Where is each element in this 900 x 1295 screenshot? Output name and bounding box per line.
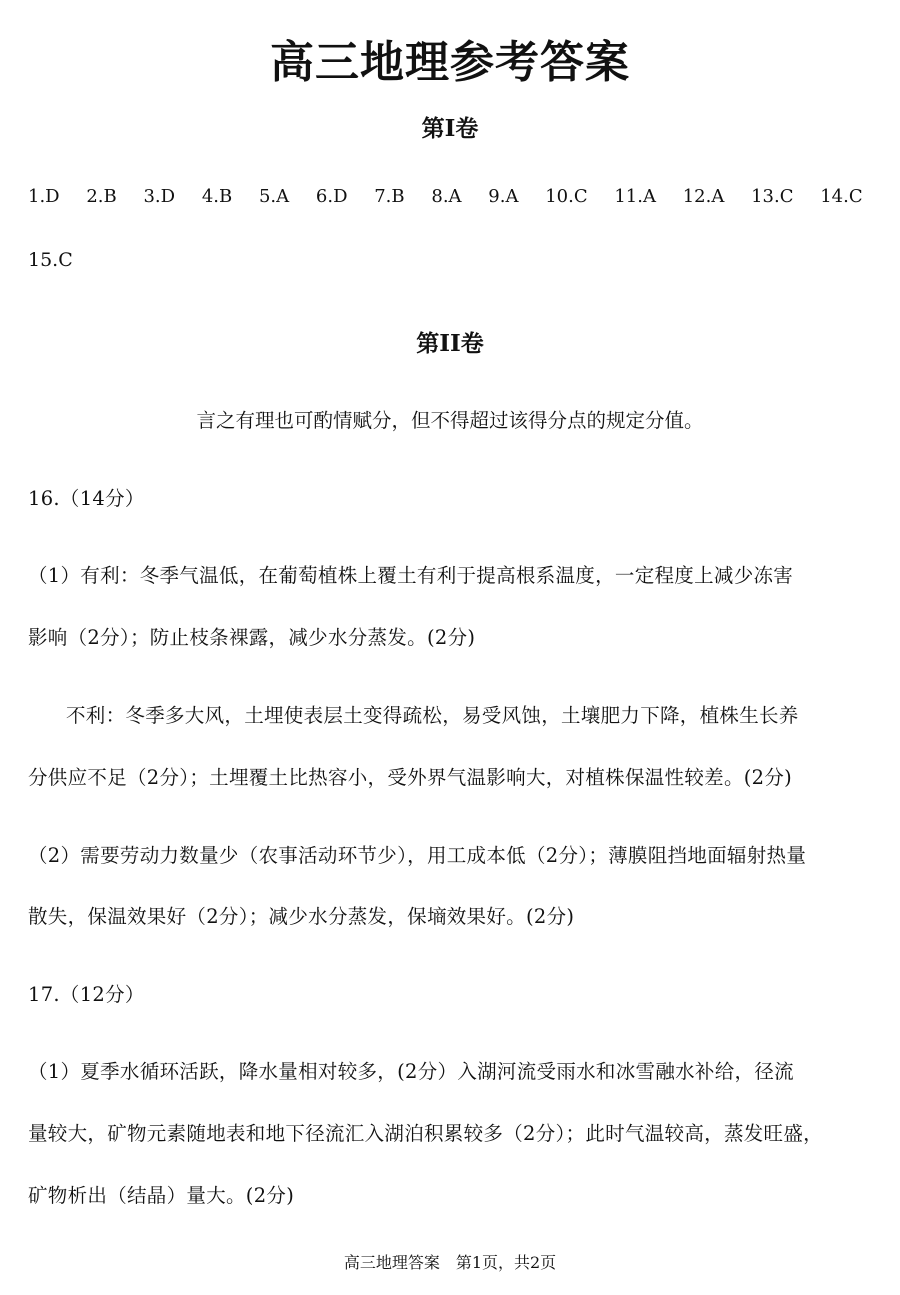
q16-p1-line2: 影响（2分）；防止枝条裸露，减少水分蒸发。(2分): [28, 626, 476, 649]
answer-1: 1.D: [28, 186, 60, 207]
answer-15: 15.C: [28, 249, 73, 271]
q17-p1-line3: 矿物析出（结晶）量大。(2分): [28, 1184, 295, 1207]
q17-p1-line1: （1）夏季水循环活跃，降水量相对较多，(2分）入湖河流受雨水和冰雪融水补给，径流: [28, 1060, 794, 1083]
q16-p2-line1: 不利：冬季多大风，土埋使表层土变得疏松，易受风蚀，土壤肥力下降，植株生长养: [66, 704, 799, 727]
q16-header: 16.（14分）: [28, 487, 145, 510]
answer-5: 5.A: [258, 186, 290, 207]
answer-2: 2.B: [86, 186, 117, 207]
q17-p1-line2: 量较大，矿物元素随地表和地下径流汇入湖泊积累较多（2分）；此时气温较高，蒸发旺盛，: [28, 1122, 823, 1145]
grading-note: 言之有理也可酌情赋分，但不得超过该得分点的规定分值。: [196, 409, 704, 432]
page-footer: 高三地理答案 第1页，共2页: [343, 1253, 557, 1272]
answer-12: 12.A: [682, 186, 725, 207]
q17-header: 17.（12分）: [28, 983, 145, 1006]
answer-10: 10.C: [545, 186, 588, 207]
answer-9: 9.A: [488, 186, 519, 207]
answer-13: 13.C: [751, 186, 794, 207]
q16-p3-line2: 散失，保温效果好（2分）；减少水分蒸发，保墒效果好。(2分): [28, 905, 575, 928]
answer-11: 11.A: [614, 186, 656, 207]
part2-heading: 第II卷: [416, 330, 484, 357]
answer-6: 6.D: [315, 186, 348, 207]
q16-p2-line2: 分供应不足（2分）；土埋覆土比热容小，受外界气温影响大，对植株保温性较差。(2分): [28, 766, 793, 789]
page-title: 高三地理参考答案: [270, 37, 630, 88]
answer-3: 3.D: [143, 186, 176, 207]
answer-14: 14.C: [820, 186, 863, 207]
q16-p3-line1: （2）需要劳动力数量少（农事活动环节少），用工成本低（2分）；薄膜阻挡地面辐射热量: [28, 844, 807, 867]
answer-8: 8.A: [431, 186, 462, 207]
answer-4: 4.B: [201, 186, 233, 207]
part1-heading: 第Ⅰ卷: [421, 115, 479, 142]
answers-row-1: [28, 186, 884, 207]
answer-7: 7.B: [374, 186, 405, 207]
q16-p1-line1: （1）有利：冬季气温低，在葡萄植株上覆土有利于提高根系温度，一定程度上减少冻害: [28, 564, 794, 587]
